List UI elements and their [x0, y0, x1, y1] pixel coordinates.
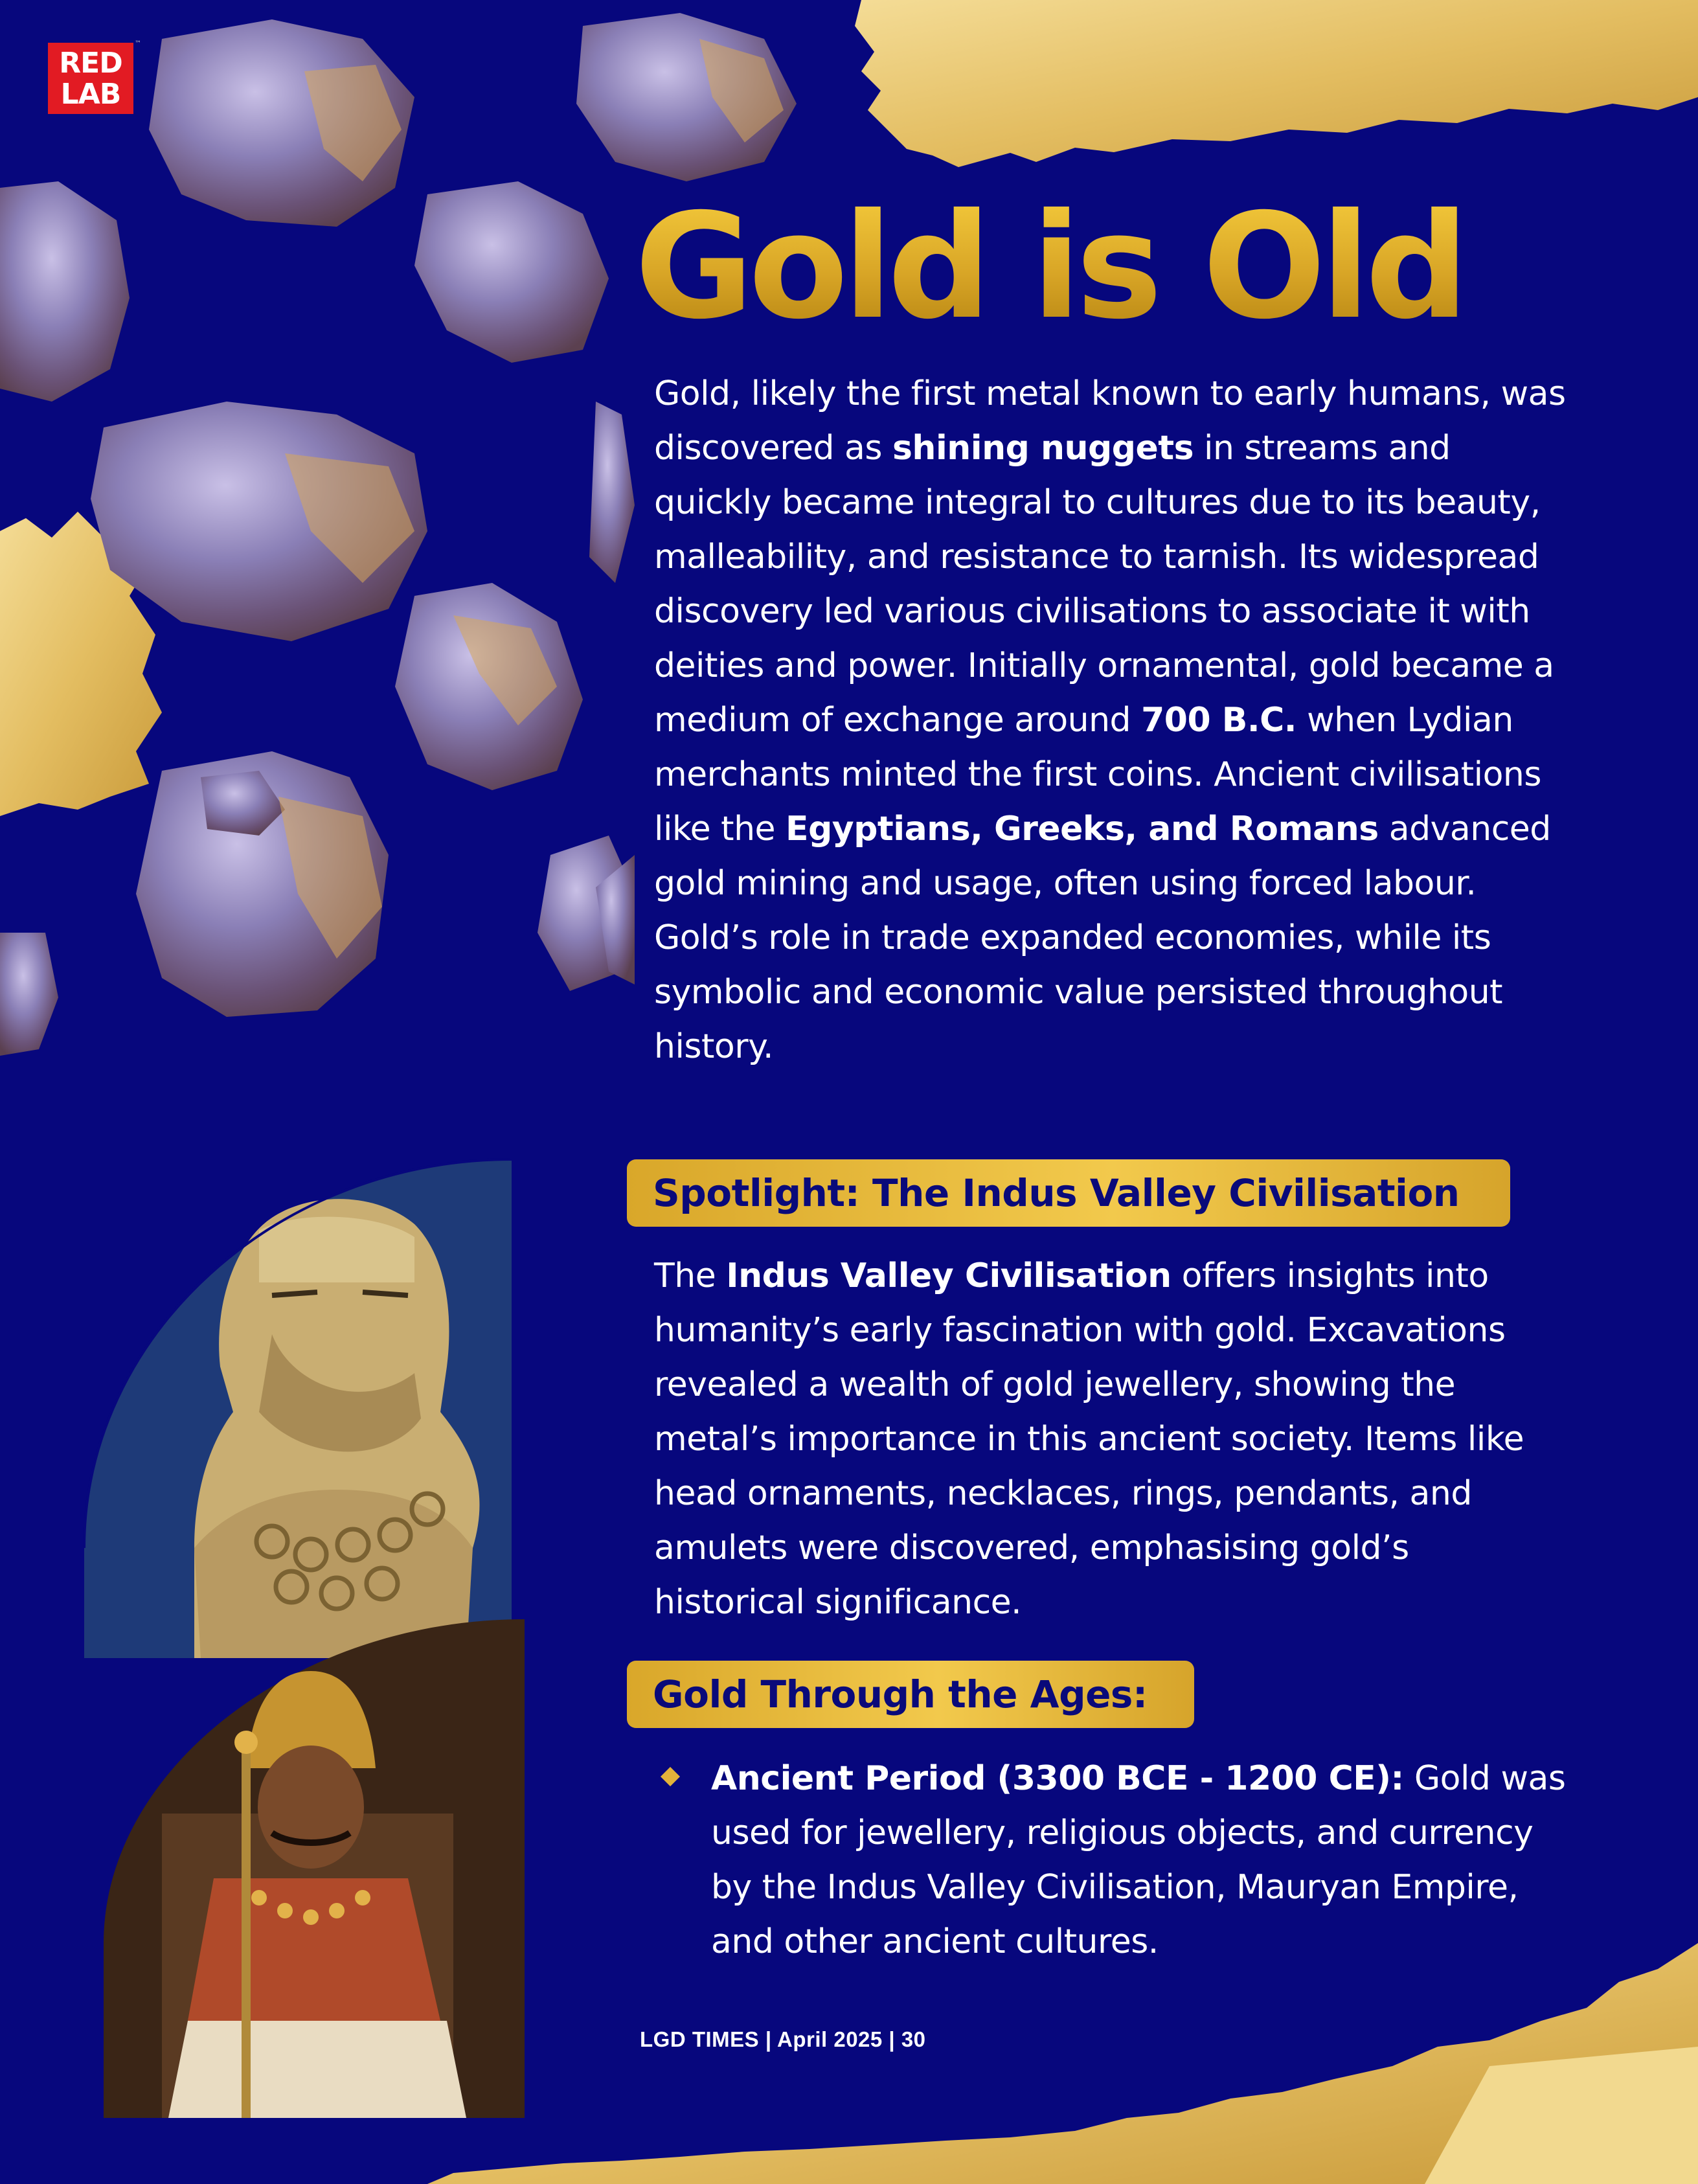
trademark-mark: ™: [135, 40, 141, 47]
intro-text-3: when Lydian merchants minted the first coins. Ancient civilisations like the: [654, 701, 1541, 848]
ages-list-item: [711, 1751, 1572, 1969]
intro-text-4: advanced gold mining and usage, often using forced labour. Gold’s role in trade expanded economies, while its symbolic and economic value persisted throughout history.: [654, 810, 1551, 1066]
intro-bold-2: 700 B.C.: [1141, 701, 1297, 740]
ages-item-label: Ancient Period (3300 BCE - 1200 CE):: [711, 1759, 1404, 1798]
spotlight-text-1: The: [654, 1257, 727, 1295]
ages-heading: Gold Through the Ages:: [627, 1661, 1194, 1728]
spotlight-paragraph: [654, 1249, 1567, 1630]
page-footer: LGD TIMES | April 2025 | 30: [640, 2027, 926, 2051]
intro-text-1: Gold, likely the first metal known to early humans, was discovered as: [654, 374, 1566, 468]
gold-brush-top: [855, 0, 1698, 167]
priest-king-bust-image: [84, 1159, 512, 1658]
intro-text-2: in streams and quickly became integral to cultures due to its beauty, malleability, and resistance to tarnish. Its widespread discovery led various civilisations to associate it with deities and power. Initially ornamental, gold became a medium of exchange around: [654, 429, 1554, 740]
ages-item-text: Gold was used for jewellery, religious objects, and currency by the Indus Valley Civilisation, Mauryan Empire, and other ancient cultures.: [711, 1759, 1566, 1961]
page-title: Gold is Old: [635, 182, 1464, 351]
spotlight-heading: Spotlight: The Indus Valley Civilisation: [627, 1159, 1510, 1227]
intro-bold-1: shining nuggets: [892, 429, 1194, 468]
logo-line-1: RED: [59, 47, 122, 80]
spotlight-text-2: offers insights into humanity’s early fascination with gold. Excavations revealed a wealth of gold jewellery, showing the metal’s importance in this ancient society. Items like head ornaments, necklaces, rings, pendants, and amulets were discovered, emphasising gold’s historical significance.: [654, 1257, 1524, 1622]
spotlight-bold-1: Indus Valley Civilisation: [726, 1257, 1172, 1295]
redlab-logo[interactable]: [48, 43, 133, 114]
diamond-bullet-icon: [659, 1766, 681, 1788]
intro-paragraph: [654, 367, 1567, 1074]
king-painting-image: [104, 1619, 525, 2118]
logo-line-2: LAB: [60, 78, 121, 111]
intro-bold-3: Egyptians, Greeks, and Romans: [786, 810, 1379, 848]
